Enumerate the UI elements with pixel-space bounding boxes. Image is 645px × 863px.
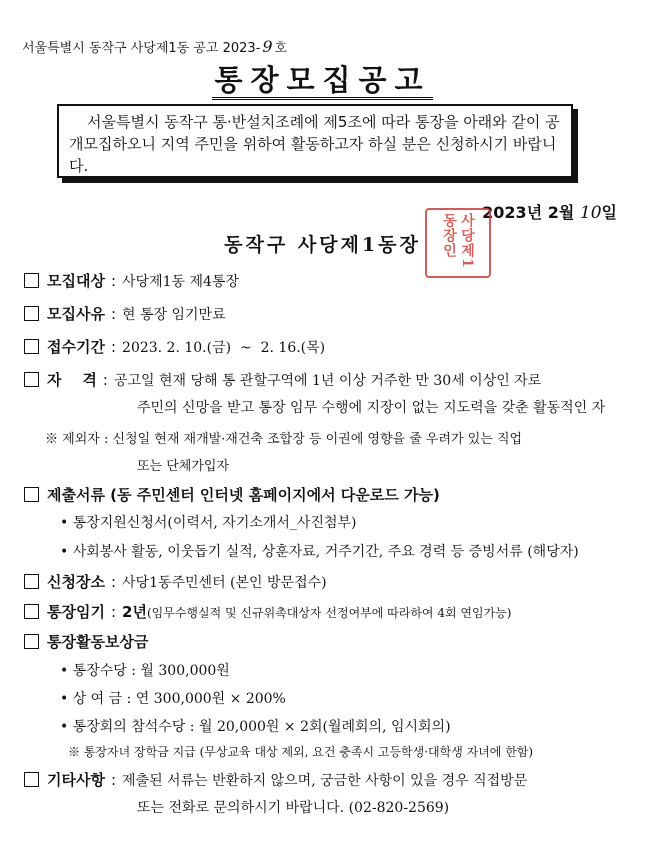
page-title [0,58,645,99]
checkbox-icon [24,634,39,649]
checkbox-icon [24,604,39,619]
intro-box [57,104,573,178]
place-value: 사당1동주민센터 (본인 방문접수) [122,575,327,591]
issuer-name: 동작구 사당제1동장 [224,234,421,256]
checkbox-icon [24,487,39,502]
notice-prefix: 서울특별시 동작구 사당제1동 공고 2023- [22,41,261,56]
compensation-item: • 통장회의 참석수당 : 월 20,000원 × 2회(월례회의, 임시회의) [60,719,451,735]
intro-text: 서울특별시 동작구 통·반설치조례에 제5조에 따라 통장을 아래와 같이 공개모집하오니 지역 주민을 위하여 활동하고자 하실 분은 신청하시기 바랍니다. [69,113,560,175]
documents-item: • 통장지원신청서(이력서, 자기소개서_사진첨부) [60,515,357,531]
checkbox-icon [24,306,39,321]
reason-label: 모집사유 [47,305,105,323]
checkbox-icon [24,574,39,589]
page-title-text: 통장모집공고 [212,63,432,100]
section-documents [24,484,440,505]
term-value: 2년 [122,603,147,621]
compensation-note: ※ 통장자녀 장학금 지급 (무상교육 대상 제외, 요건 충족시 고등학생·대학생 자녀에 한함) [68,745,534,759]
reason-value: 현 통장 임기만료 [122,307,226,323]
exclusion-line2: 또는 단체가입자 [137,459,230,474]
target-value: 사당제1동 제4통장 [122,274,239,290]
notice-suffix: 호 [274,41,288,56]
qualification-label: 자 격 [47,371,97,389]
section-term: 통장임기 : 2년(임무수행실적 및 신규위촉대상자 선정여부에 따라하여 4회 연임가능) [24,601,511,622]
seal-text: 사당제1동장인 [441,213,475,269]
notice-date [482,200,617,223]
section-compensation [24,631,148,652]
date-prefix: 2023년 2월 [482,203,575,222]
checkbox-icon [24,273,39,288]
other-line2: 또는 전화로 문의하시기 바랍니다. (02-820-2569) [137,800,450,816]
section-qualification: 자 격 : 공고일 현재 당해 통 관할구역에 1년 이상 거주한 만 30세 이상인 자로 [24,369,541,390]
qualification-line1: 공고일 현재 당해 통 관할구역에 1년 이상 거주한 만 30세 이상인 자로 [113,373,542,389]
date-handwritten-day: 10 [579,203,602,223]
documents-item: • 사회봉사 활동, 이웃돕기 실적, 상훈자료, 거주기간, 주요 경력 등 증빙서류 (해당자) [60,544,579,560]
period-value: 2023. 2. 10.(금) ~ 2. 16.(목) [122,340,326,356]
compensation-item: • 통장수당 : 월 300,000원 [60,663,230,679]
checkbox-icon [24,772,39,787]
notice-number [22,37,287,56]
checkbox-icon [24,339,39,354]
exclusion-line1: ※ 제외자 : 신청일 현재 재개발·재건축 조합장 등 이권에 영향을 줄 우려가 있는 직업 [45,432,523,447]
compensation-label: 통장활동보상금 [47,633,149,651]
documents-label: 제출서류 (동 주민센터 인터넷 홈페이지에서 다운로드 가능) [47,486,440,504]
section-other: 기타사항 : 제출된 서류는 반환하지 않으며, 궁금한 사항이 있을 경우 직접방문 [24,769,527,790]
section-reason: 모집사유 : 현 통장 임기만료 [24,303,226,324]
section-place: 신청장소 : 사당1동주민센터 (본인 방문접수) [24,571,327,592]
other-line1: 제출된 서류는 반환하지 않으며, 궁금한 사항이 있을 경우 직접방문 [122,773,528,789]
official-seal-stamp [425,208,491,278]
term-label: 통장임기 [47,603,105,621]
target-label: 모집대상 [47,272,105,290]
section-period: 접수기간 : 2023. 2. 10.(금) ~ 2. 16.(목) [24,336,325,357]
section-target: 모집대상 : 사당제1동 제4통장 [24,270,239,291]
compensation-item: • 상 여 금 : 연 300,000원 × 200% [60,691,286,707]
term-note: (임무수행실적 및 신규위촉대상자 선정여부에 따라하여 4회 연임가능) [146,606,512,620]
other-label: 기타사항 [47,771,105,789]
checkbox-icon [24,372,39,387]
place-label: 신청장소 [47,573,105,591]
period-label: 접수기간 [47,338,105,356]
date-suffix: 일 [601,203,617,222]
qualification-line2: 주민의 신망을 받고 통장 임무 수행에 지장이 없는 지도력을 갖춘 활동적인 자 [137,400,606,416]
notice-handwritten-number: 9 [262,37,273,56]
